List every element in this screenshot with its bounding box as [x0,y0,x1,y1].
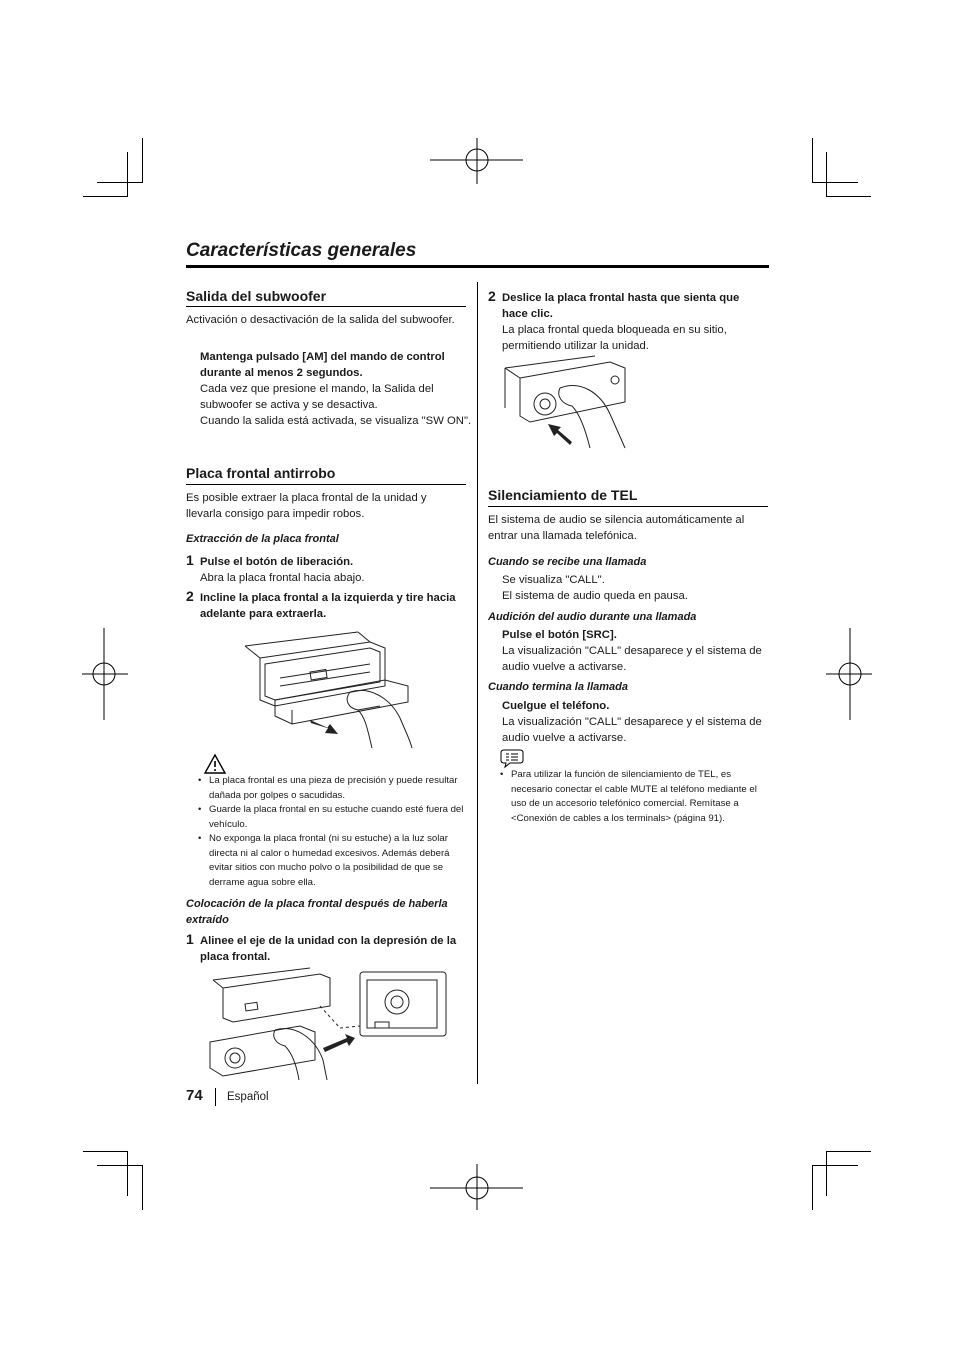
removal-step1: Pulse el botón de liberación. [200,556,354,568]
page-number: 74 [186,1087,203,1104]
end-instruction: Cuelgue el teléfono. [502,700,610,712]
registration-mark-top [430,138,524,184]
during-heading: Audición del audio durante una llamada [488,611,697,623]
faceplate-heading: Placa frontal antirrobo [186,465,336,481]
attach-step2-number: 2 [488,288,496,304]
caution-list [196,774,464,890]
attach-step1-number: 1 [186,931,194,947]
faceplate-removal-illustration [240,628,420,750]
subwoofer-result-2: Cuando la salida está activada, se visualiza "SW ON". [200,415,472,427]
tel-mute-intro: El sistema de audio se silencia automáticamente al entrar una llamada telefónica. [488,514,745,542]
tel-mute-heading-rule [488,506,768,507]
subwoofer-intro: Activación o desactivación de la salida del subwoofer. [186,314,455,326]
faceplate-heading-rule [186,484,466,485]
incoming-line-2: El sistema de audio queda en pausa. [502,590,688,602]
note-item: • Para utilizar la función de silenciamiento de TEL, es necesario conectar el cable MUTE al teléfono mediante el uso de un accesorio telefónico comercial. Remítase a <Conexión de cables a los terminals> (página 91). [498,768,766,826]
tel-mute-heading: Silenciamiento de TEL [488,487,638,503]
page-title: Características generales [186,240,417,261]
attach-heading: Colocación de la placa frontal después de haberla extraído [186,898,448,926]
removal-step2-number: 2 [186,588,194,604]
column-divider [477,282,478,1084]
removal-step1-number: 1 [186,552,194,568]
caution-item: • Guarde la placa frontal en su estuche cuando esté fuera del vehículo. [196,803,464,832]
caution-triangle-icon [204,754,226,774]
subwoofer-instruction: Mantenga pulsado [AM] del mando de control durante al menos 2 segundos. [200,351,445,379]
footer-divider [215,1088,216,1106]
removal-step2: Incline la placa frontal a la izquierda y tire hacia adelante para extraerla. [200,592,456,620]
title-rule [186,265,769,268]
note-icon [500,748,524,768]
end-result: La visualización "CALL" desaparece y el sistema de audio vuelve a activarse. [502,716,762,744]
subwoofer-result-1: Cada vez que presione el mando, la Salida del subwoofer se activa y se desactiva. [200,383,434,411]
note-list [498,768,766,826]
registration-mark-right [826,628,872,720]
registration-mark-left [82,628,128,720]
caution-item: • No exponga la placa frontal (ni su estuche) a la luz solar directa ni al calor o humedad excesivos. Además deberá evitar sitios con mucho polvo o la posibilidad de que se derrame agua sobre ella. [196,832,464,890]
incoming-heading: Cuando se recibe una llamada [488,556,647,568]
during-instruction: Pulse el botón [SRC]. [502,629,617,641]
faceplate-attach-illustration [205,968,450,1083]
end-heading: Cuando termina la llamada [488,681,628,693]
removal-heading: Extracción de la placa frontal [186,533,339,545]
registration-mark-bottom [430,1164,524,1210]
attach-step2-detail: La placa frontal queda bloqueada en su sitio, permitiendo utilizar la unidad. [502,324,727,352]
attach-step2: Deslice la placa frontal hasta que sienta que hace clic. [502,292,740,320]
attach-step1: Alinee el eje de la unidad con la depresión de la placa frontal. [200,935,457,963]
footer-language: Español [227,1091,269,1103]
faceplate-intro: Es posible extraer la placa frontal de la unidad y llevarla consigo para impedir robos. [186,492,427,520]
subwoofer-heading-rule [186,306,466,307]
incoming-line-1: Se visualiza "CALL". [502,574,605,586]
subwoofer-heading: Salida del subwoofer [186,288,327,304]
removal-step1-detail: Abra la placa frontal hacia abajo. [200,572,365,584]
during-result: La visualización "CALL" desaparece y el sistema de audio vuelve a activarse. [502,645,762,673]
faceplate-slide-illustration [500,358,635,450]
caution-item: • La placa frontal es una pieza de precisión y puede resultar dañada por golpes o sacudidas. [196,774,464,803]
